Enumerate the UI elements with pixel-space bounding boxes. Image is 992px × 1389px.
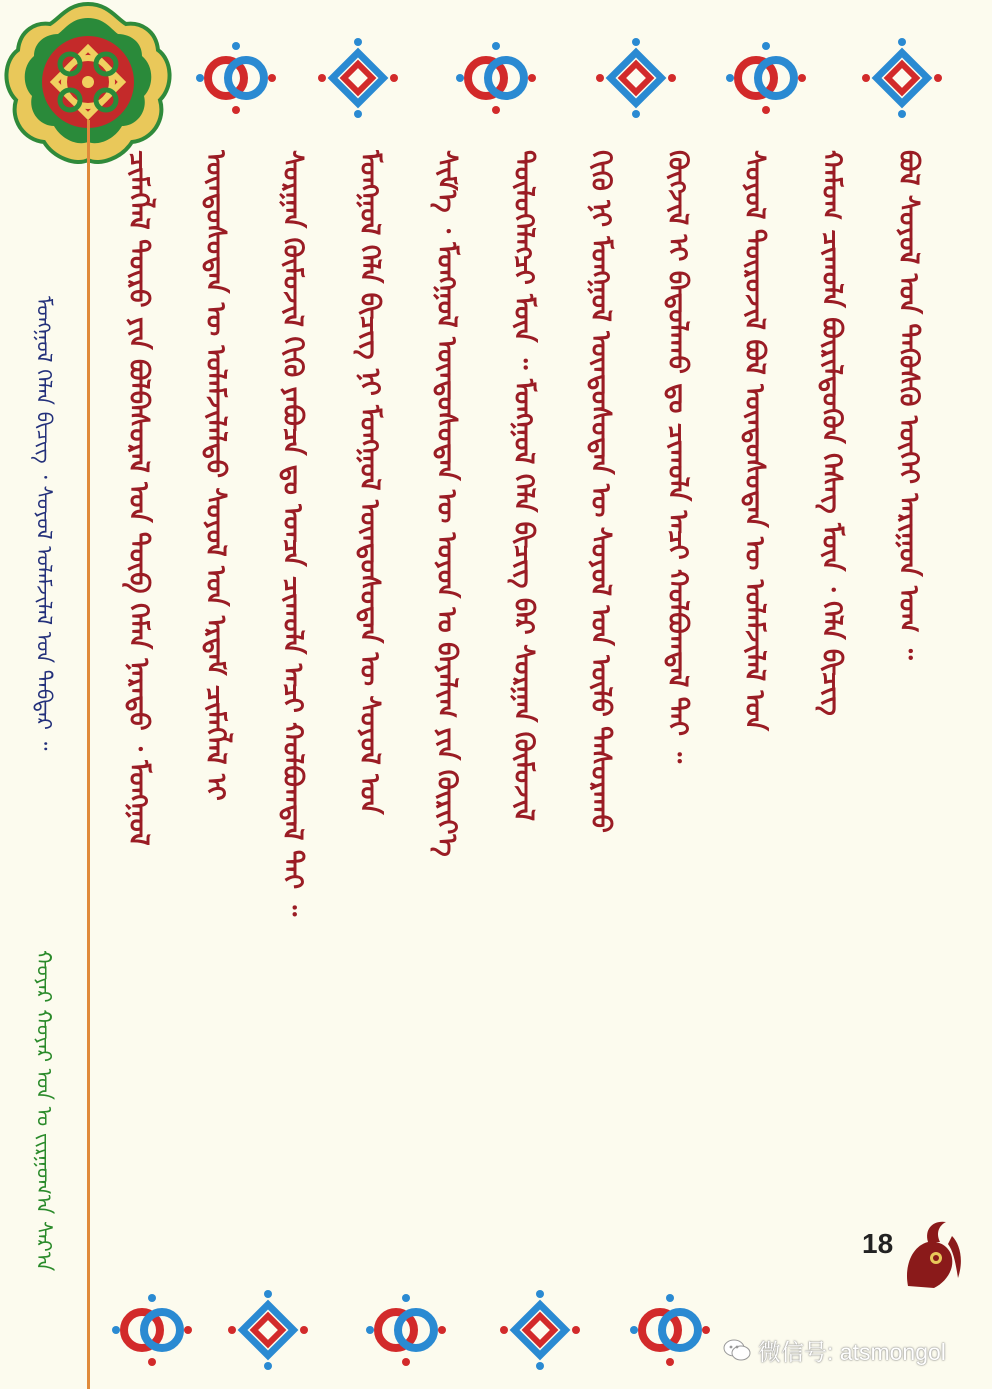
sidebar-caption: ᠮᠣᠩᠭᠣᠯ ᠬᠡᠯᠡᠨ ᠪᠢᠴᠢᠭ᠌ ᠂ ᠰᠣᠶᠣᠯ ᠤᠯᠠᠮᠵᠢᠯᠠᠯ ᠤᠨ ᠳᠡᠪᠲᠡᠷ ᠃ <box>32 296 56 751</box>
wechat-icon <box>722 1335 752 1365</box>
text-column: ᠰᠢᠮ᠎ᠡ ᠂ ᠮᠣᠩᠭᠣᠯ ᠦᠨᠳᠦᠰᠦᠲᠡᠨ ᠦ ᠣᠶᠤᠨ ᠤ ᠪᠠᠶᠠᠯᠢᠭ ᠶᠢᠨ ᠬᠦᠷᠢᠶ᠎ᠡ <box>431 150 462 857</box>
text-column: ᠰᠣᠶᠣᠯ ᠲᠥᠷᠦᠵᠢᠯ ᠪᠣᠯ ᠦᠨᠳᠦᠰᠦᠲᠡᠨ ᠦ ᠤᠯᠠᠮᠵᠢᠯᠠᠯ ᠤᠨ <box>739 150 770 731</box>
text-column: ᠴᠢᠮᠡᠭᠯᠡᠯ ᠲᠥᠷᠥ ᠶᠢᠨ ᠪᠣᠯᠪᠠᠰᠤᠷᠠᠯ ᠤᠨ ᠲᠥᠪ ᠬᠡᠮᠡᠨ ᠨᠡᠷᠡᠳᠦ ᠂ ᠮᠣᠩᠭᠣᠯ <box>123 150 154 846</box>
page-number: 18 <box>862 1228 894 1259</box>
watermark-label: 微信号: atsmongol <box>758 1338 946 1365</box>
goat-emblem-icon <box>898 1216 968 1296</box>
ring-knot-ornament <box>112 1290 192 1370</box>
text-column: ᠬᠥᠭᠵᠢᠯ ᠢ ᠪᠠᠲᠤᠯᠠᠬᠤ ᠳᠤ ᠴᠢᠬᠤᠯᠠ ᠠᠴᠢ ᠬᠣᠯᠪᠣᠭᠳᠠᠯ ᠲᠠᠢ ᠃ <box>662 150 693 764</box>
text-column: ᠦᠨᠳᠦᠰᠦᠲᠡᠨ ᠦ ᠤᠯᠠᠮᠵᠢᠯᠠᠯᠲᠤ ᠰᠣᠶᠣᠯ ᠤᠨ ᠡᠷᠳᠡᠮ ᠴᠢᠮᠡᠭᠯᠡᠯ ᠢ <box>200 150 231 801</box>
text-column: ᠬᠢᠬᠦ ᠨᠢ ᠮᠣᠩᠭᠣᠯ ᠦᠨᠳᠦᠰᠦᠲᠡᠨ ᠦ ᠰᠣᠶᠣᠯ ᠤᠨ ᠦᠯᠦ ᠲᠠᠰᠤᠷᠠᠬᠤ <box>585 150 616 833</box>
diamond-knot-ornament <box>500 1290 580 1370</box>
ring-knot-ornament <box>630 1290 710 1370</box>
diamond-knot-ornament <box>228 1290 308 1370</box>
text-column: ᠪᠣᠯ ᠰᠣᠶᠣᠯ ᠤᠨ ᠲᠡᠭᠦᠰᠬᠦ ᠦᠭᠡᠢ ᠠᠷᠢᠭᠤᠨ ᠤᠭ ᠃ <box>893 150 924 660</box>
diamond-knot-ornament <box>596 38 676 118</box>
sidebar-title: ᠬᠣᠶᠠᠷ ᠬᠣᠶᠠᠷ ᠣᠨ ᠤ ᠵᠢᠷᠭᠤᠭ᠎ᠠ ᠰᠠᠷ᠎ᠠ <box>32 950 56 1272</box>
diamond-knot-ornament <box>318 38 398 118</box>
ring-knot-ornament <box>726 38 806 118</box>
margin-rule <box>87 120 90 1389</box>
ring-knot-ornament <box>456 38 536 118</box>
diamond-knot-ornament <box>862 38 942 118</box>
text-column: ᠮᠣᠩᠭᠣᠯ ᠬᠡᠯᠡ ᠪᠢᠴᠢᠭ ᠨᠢ ᠮᠣᠩᠭᠣᠯ ᠦᠨᠳᠦᠰᠦᠲᠡᠨ ᠦ ᠰᠣᠶᠣᠯ ᠤᠨ <box>354 150 385 815</box>
text-column: ᠰᠤᠷᠭᠠᠨ ᠬᠦᠮᠦᠵᠢᠯ ᠬᠢᠬᠦ ᠶᠠᠪᠤᠴᠠ ᠳᠤ ᠣᠨᠴᠠ ᠴᠢᠬᠤᠯᠠ ᠠᠴᠢ ᠬᠣᠯᠪᠣᠭᠳᠠᠯ ᠲᠠᠢ ᠃ <box>277 150 308 917</box>
body-text <box>118 150 928 1260</box>
ring-knot-ornament <box>366 1290 446 1370</box>
text-column: ᠬᠠᠮᠤᠭ ᠴᠢᠬᠤᠯᠠ ᠪᠦᠷᠢᠯᠳᠦᠬᠦᠨ ᠬᠡᠰᠡᠭ ᠮᠥᠨ ᠂ ᠬᠡᠯᠡ ᠪᠢᠴᠢᠭ <box>816 150 847 716</box>
text-column: ᠲᠥᠯᠥᠭᠡᠯᠡᠭᠴᠢ ᠮᠥᠨ ᠃ ᠮᠣᠩᠭᠣᠯ ᠬᠡᠯᠡ ᠪᠢᠴᠢᠭ ᠪᠡᠷ ᠰᠤᠷᠭᠠᠨ ᠬᠦᠮᠦᠵᠢᠯ <box>508 150 539 822</box>
watermark <box>722 1330 946 1370</box>
ring-knot-ornament <box>196 38 276 118</box>
